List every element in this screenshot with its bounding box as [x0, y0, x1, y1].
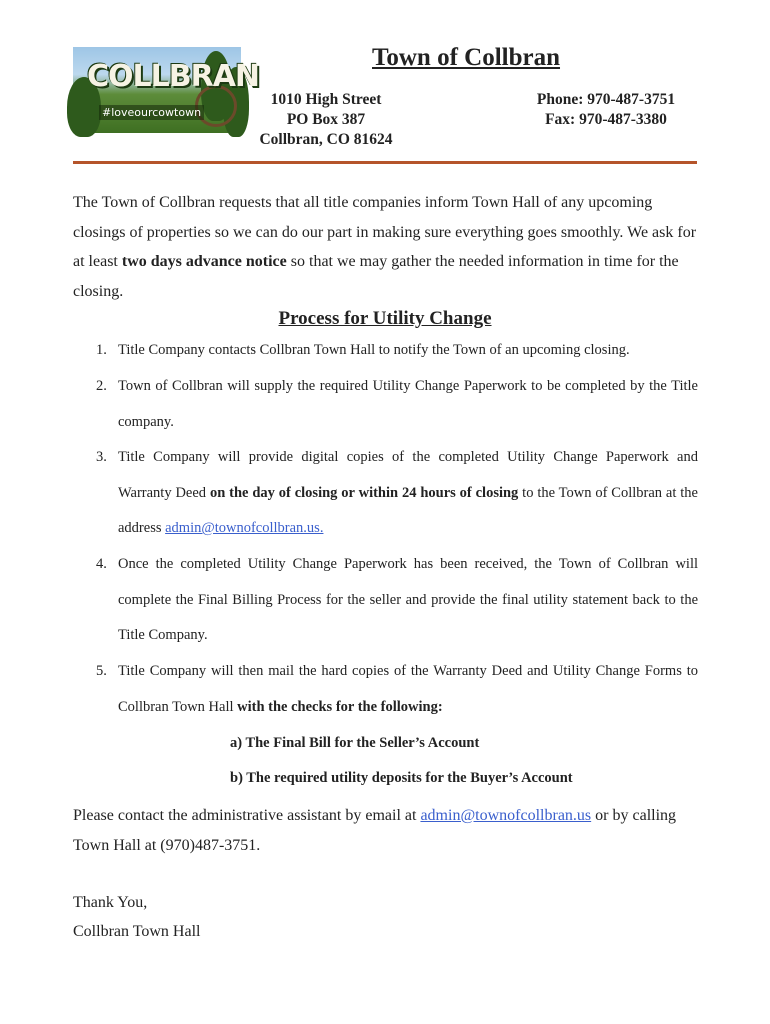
contact-numbers [536, 90, 676, 130]
list-emphasis: with the checks for the following: [237, 698, 443, 715]
email-link[interactable]: admin@townofcollbran.us. [165, 520, 324, 536]
email-link[interactable]: admin@townofcollbran.us [420, 807, 592, 824]
sub-list-item: a) The Final Bill for the Seller’s Account [230, 735, 480, 751]
address-line: Collbran, CO 81624 [259, 131, 393, 148]
list-text-part: to the Town of Collbran at the address [118, 484, 698, 536]
fax-number: Fax: 970-487-3380 [545, 111, 667, 128]
header-divider [73, 161, 697, 164]
list-number: 4. [96, 556, 107, 572]
town-logo [73, 47, 260, 133]
sub-list-item: b) The required utility deposits for the Buyer’s Account [230, 770, 573, 786]
list-emphasis: on the day of closing or within 24 hours of closing [209, 484, 519, 501]
list-item [96, 333, 698, 369]
list-number: 2. [96, 378, 107, 394]
address-line: PO Box 387 [286, 111, 366, 128]
list-text-part: Title Company will then mail the hard copies of the Warranty Deed and Utility Change Forms to Collbran Town Hall [118, 663, 698, 715]
intro-emphasis: two days advance notice [121, 253, 287, 270]
list-text-part: Title Company will provide digital copies of the completed Utility Change Paperwork and Warranty Deed [118, 449, 698, 501]
list-text [118, 654, 698, 725]
closing-thanks: Thank You, [73, 894, 148, 911]
intro-paragraph [73, 188, 698, 306]
contact-paragraph [73, 801, 698, 860]
list-number: 5. [96, 663, 107, 679]
logo-tagline: #loveourcowtown [99, 105, 204, 120]
list-text: Once the completed Utility Change Paperwork has been received, the Town of Collbran will complete the Final Billing Process for the seller and provide the final utility statement back to the Title Company. [118, 556, 698, 643]
list-number: 1. [96, 342, 107, 358]
contact-text: or by calling Town Hall at (970)487-3751. [73, 807, 677, 854]
phone-number: Phone: 970-487-3751 [536, 91, 676, 108]
address-line: 1010 High Street [270, 91, 382, 108]
mailing-address [256, 90, 396, 150]
logo-title: COLLBRAN [87, 59, 260, 94]
page-title: Town of Collbran [372, 44, 561, 71]
list-number: 3. [96, 449, 107, 465]
list-text [118, 440, 698, 547]
list-text: Title Company contacts Collbran Town Hall to notify the Town of an upcoming closing. [118, 342, 630, 358]
list-item [96, 369, 698, 440]
contact-text: Please contact the administrative assistant by email at [73, 807, 421, 824]
list-item [96, 440, 698, 547]
list-item [96, 654, 698, 725]
intro-text: The Town of Collbran requests that all title companies inform Town Hall of any upcoming closings of properties so we can do our part in making sure everything goes smoothly. We ask for at least [73, 194, 697, 270]
list-item [96, 547, 698, 654]
intro-text: so that we may gather the needed information in time for the closing. [73, 253, 679, 300]
section-heading: Process for Utility Change [278, 308, 492, 329]
list-text: Town of Collbran will supply the required Utility Change Paperwork to be completed by the Title company. [118, 378, 698, 430]
closing-signature: Collbran Town Hall [73, 923, 201, 940]
